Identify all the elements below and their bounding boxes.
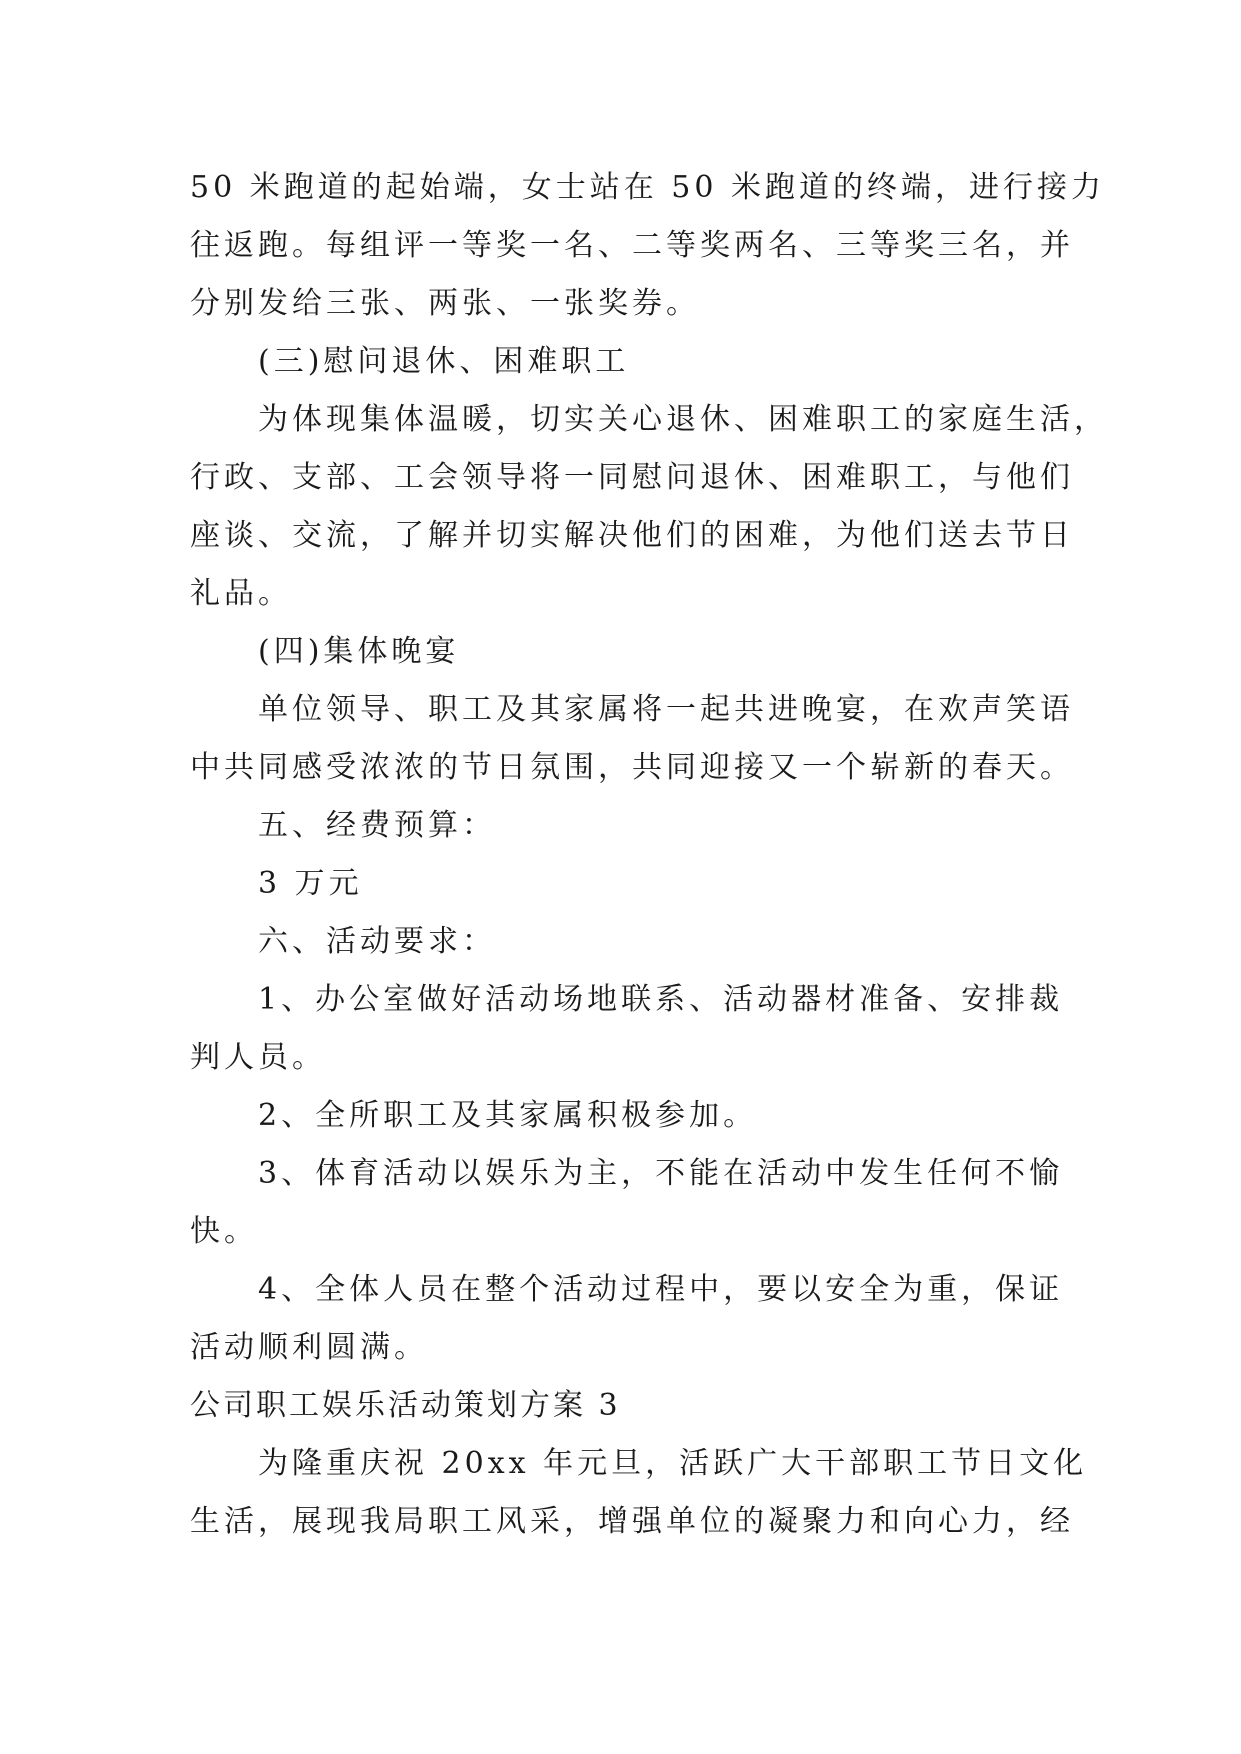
section-heading: 六、活动要求：	[258, 924, 496, 959]
list-item: 4、全体人员在整个活动过程中，要以安全为重，保证	[258, 1272, 1064, 1307]
section-heading: 五、经费预算：	[258, 808, 496, 843]
list-item: 3、体育活动以娱乐为主，不能在活动中发生任何不愉	[258, 1156, 1064, 1191]
paragraph-line: 座谈、交流，了解并切实解决他们的困难，为他们送去节日	[190, 518, 1074, 553]
list-item-continuation: 快。	[190, 1214, 258, 1249]
paragraph-line: 3 万元	[258, 866, 363, 901]
paragraph-line: 为体现集体温暖，切实关心退休、困难职工的家庭生活，	[258, 402, 1108, 437]
paragraph-line: 生活，展现我局职工风采，增强单位的凝聚力和向心力，经	[190, 1504, 1074, 1539]
list-item-continuation: 判人员。	[190, 1040, 326, 1075]
list-item-continuation: 活动顺利圆满。	[190, 1330, 428, 1365]
paragraph-line: 礼品。	[190, 576, 292, 611]
paragraph-line: 行政、支部、工会领导将一同慰问退休、困难职工，与他们	[190, 460, 1074, 495]
paragraph-line: 中共同感受浓浓的节日氛围，共同迎接又一个崭新的春天。	[190, 750, 1074, 785]
paragraph-line: 分别发给三张、两张、一张奖券。	[190, 286, 700, 321]
paragraph-line: 为隆重庆祝 20xx 年元旦，活跃广大干部职工节日文化	[258, 1446, 1088, 1481]
section-heading: (四)集体晚宴	[258, 634, 460, 669]
document-title: 公司职工娱乐活动策划方案 3	[190, 1388, 621, 1423]
list-item: 2、全所职工及其家属积极参加。	[258, 1098, 758, 1133]
paragraph-line: 50 米跑道的起始端，女士站在 50 米跑道的终端，进行接力	[190, 170, 1105, 205]
list-item: 1、办公室做好活动场地联系、活动器材准备、安排裁	[258, 982, 1064, 1017]
paragraph-line: 往返跑。每组评一等奖一名、二等奖两名、三等奖三名，并	[190, 228, 1074, 263]
section-heading: (三)慰问退休、困难职工	[258, 344, 630, 379]
paragraph-line: 单位领导、职工及其家属将一起共进晚宴，在欢声笑语	[258, 692, 1074, 727]
